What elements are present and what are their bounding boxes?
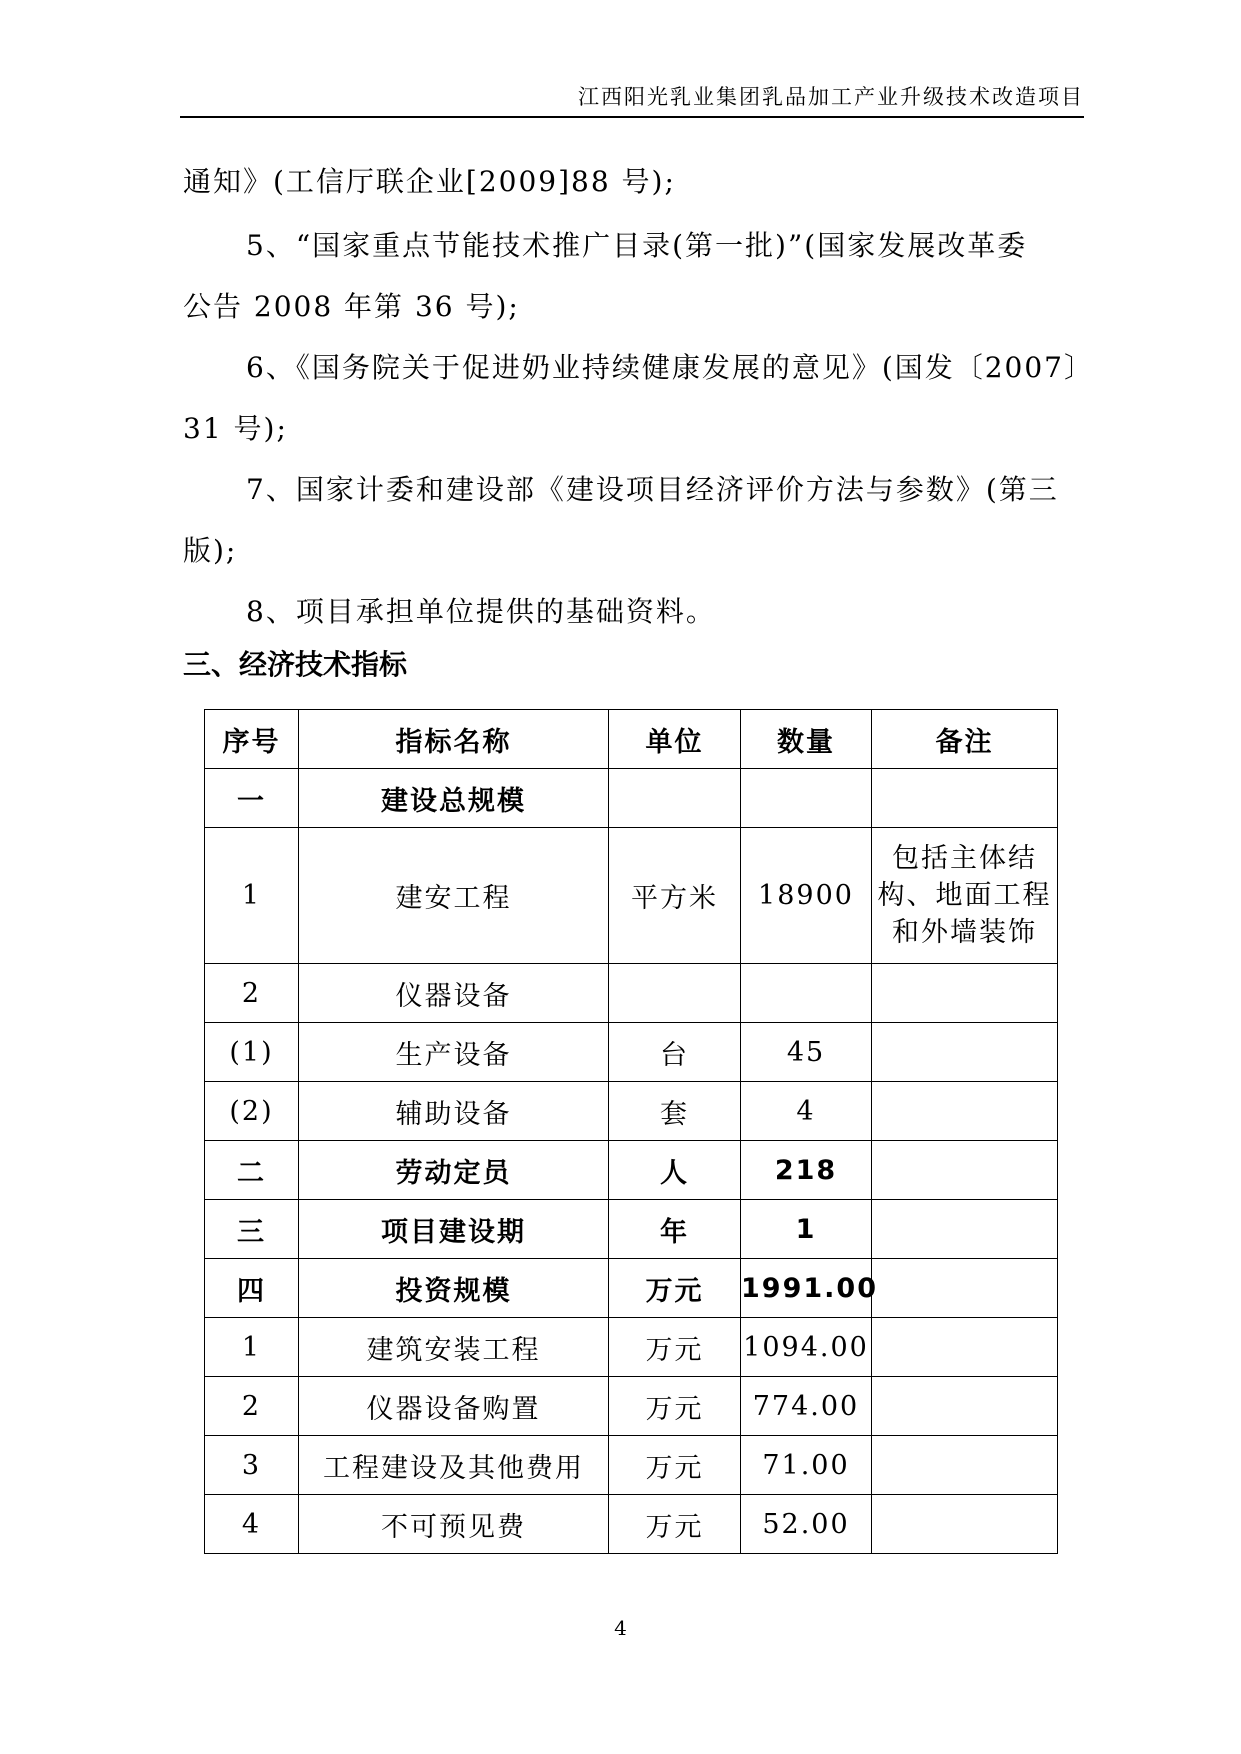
table-cell <box>872 1318 1058 1377</box>
indicators-table <box>204 709 1058 1554</box>
table-cell: 辅助设备 <box>299 1082 609 1141</box>
table-cell: 万元 <box>609 1495 741 1554</box>
table-row <box>205 1377 1058 1436</box>
table-row <box>205 769 1058 828</box>
paragraph-line: 7、国家计委和建设部《建设项目经济评价方法与参数》(第三 <box>246 473 1059 506</box>
table-cell <box>872 1200 1058 1259</box>
table-cell: 万元 <box>609 1377 741 1436</box>
table-cell: 建设总规模 <box>299 769 609 828</box>
table-header-row <box>205 710 1058 769</box>
table-cell: 3 <box>205 1436 299 1495</box>
table-cell: 三 <box>205 1200 299 1259</box>
paragraph-line: 31 号); <box>183 412 288 445</box>
table-cell: 工程建设及其他费用 <box>299 1436 609 1495</box>
header-cell: 单位 <box>609 710 741 769</box>
table-cell: 1 <box>205 1318 299 1377</box>
table-cell: 劳动定员 <box>299 1141 609 1200</box>
table-cell: 投资规模 <box>299 1259 609 1318</box>
table-cell: 项目建设期 <box>299 1200 609 1259</box>
table-row <box>205 1023 1058 1082</box>
table-cell <box>872 1141 1058 1200</box>
table-cell: 平方米 <box>609 828 741 964</box>
paragraph-line: 6、《国务院关于促进奶业持续健康发展的意见》(国发〔2007〕 <box>246 351 1094 384</box>
table-cell <box>872 1023 1058 1082</box>
table-cell: 人 <box>609 1141 741 1200</box>
table-cell: 52.00 <box>741 1495 872 1554</box>
table-cell: 不可预见费 <box>299 1495 609 1554</box>
remark-line: 包括主体结 <box>892 843 1037 874</box>
document-header: 江西阳光乳业集团乳品加工产业升级技术改造项目 <box>180 80 1084 118</box>
table-cell: 仪器设备购置 <box>299 1377 609 1436</box>
table-cell: 二 <box>205 1141 299 1200</box>
table-cell <box>872 1259 1058 1318</box>
table-cell: 4 <box>205 1495 299 1554</box>
table-cell: 建安工程 <box>299 828 609 964</box>
header-cell: 指标名称 <box>299 710 609 769</box>
table-cell: 2 <box>205 964 299 1023</box>
paragraph-line: 版); <box>183 534 238 567</box>
remark-cell <box>872 828 1058 964</box>
table-cell: 万元 <box>609 1259 741 1318</box>
table-cell: 万元 <box>609 1436 741 1495</box>
table-cell: 774.00 <box>741 1377 872 1436</box>
paragraph-line: 8、项目承担单位提供的基础资料。 <box>246 595 716 628</box>
table-cell <box>872 769 1058 828</box>
table-cell <box>872 1377 1058 1436</box>
table-cell: 生产设备 <box>299 1023 609 1082</box>
paragraph-line: 通知》(工信厅联企业[2009]88 号); <box>183 165 676 198</box>
table-cell: 台 <box>609 1023 741 1082</box>
page-number: 4 <box>614 1616 627 1640</box>
table-cell: 71.00 <box>741 1436 872 1495</box>
table-cell: 套 <box>609 1082 741 1141</box>
table-cell <box>609 964 741 1023</box>
table-row <box>205 1318 1058 1377</box>
header-cell: 数量 <box>741 710 872 769</box>
table-cell <box>609 769 741 828</box>
table-cell <box>872 1082 1058 1141</box>
table-row <box>205 1436 1058 1495</box>
table-cell: 18900 <box>741 828 872 964</box>
table-cell <box>741 964 872 1023</box>
table-cell: 仪器设备 <box>299 964 609 1023</box>
table-cell <box>872 1495 1058 1554</box>
table-row <box>205 1200 1058 1259</box>
table-cell: 4 <box>741 1082 872 1141</box>
remark-line: 和外墙装饰 <box>892 917 1037 948</box>
table-cell: 建筑安装工程 <box>299 1318 609 1377</box>
header-cell: 备注 <box>872 710 1058 769</box>
table-cell <box>872 1436 1058 1495</box>
table-row <box>205 1082 1058 1141</box>
remark-line: 构、地面工程 <box>877 880 1052 911</box>
paragraph-line: 公告 2008 年第 36 号); <box>183 290 520 323</box>
table-cell: 1 <box>741 1200 872 1259</box>
table-row <box>205 828 1058 964</box>
header-cell: 序号 <box>205 710 299 769</box>
table-cell: 45 <box>741 1023 872 1082</box>
paragraph-line: 5、“国家重点节能技术推广目录(第一批)”(国家发展改革委 <box>246 229 1028 262</box>
table-cell: 218 <box>741 1141 872 1200</box>
table-cell: 1094.00 <box>741 1318 872 1377</box>
table-row <box>205 1259 1058 1318</box>
table-cell: 万元 <box>609 1318 741 1377</box>
table-cell: (1) <box>205 1023 299 1082</box>
table-row <box>205 1141 1058 1200</box>
table-cell: 1 <box>205 828 299 964</box>
table-cell: (2) <box>205 1082 299 1141</box>
table-cell: 年 <box>609 1200 741 1259</box>
table-cell <box>741 769 872 828</box>
table-cell: 一 <box>205 769 299 828</box>
table-row <box>205 1495 1058 1554</box>
table-cell: 1991.00 <box>741 1259 872 1318</box>
table-cell <box>872 964 1058 1023</box>
table-row <box>205 964 1058 1023</box>
table-cell: 2 <box>205 1377 299 1436</box>
table-cell: 四 <box>205 1259 299 1318</box>
section-title: 三、经济技术指标 <box>183 648 408 681</box>
